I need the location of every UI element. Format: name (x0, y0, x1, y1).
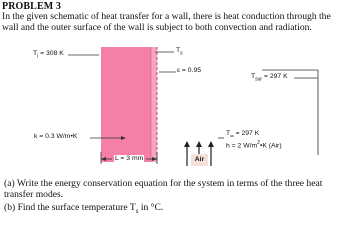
conductivity-label: k = 0.3 W/m•K (34, 133, 78, 140)
heat-transfer-schematic (0, 40, 350, 180)
problem-intro: In the given schematic of heat transfer for a wall, there is heat conduction through the wall and the outer surface of the wall is subject to both convection and radiation. (2, 11, 331, 33)
problem-title: PROBLEM 3 (2, 1, 61, 12)
emissivity-label: ε = 0.95 (177, 67, 202, 74)
question-b: (b) Find the surface temperature $T_s$ in °C. (4, 202, 164, 215)
ambient-temperature-label: $T_\infty = 297$ K (226, 130, 260, 140)
surface-temperature-label: $T_s$ (176, 47, 183, 57)
wall-surface-band (151, 47, 157, 162)
question-a: (a) Write the energy conservation equation for the system in terms of the three heat transfer modes. (4, 178, 323, 200)
air-label: Air (191, 154, 208, 166)
surroundings-temperature-label: $T_{sur} = 297$ K (251, 73, 288, 83)
wall (101, 47, 151, 162)
convection-coefficient-label: h = 2 $W/m^2•K$ (Air) (226, 140, 282, 150)
thickness-label: L = 3 mm (115, 155, 144, 162)
schematic-drawing (0, 40, 350, 180)
inner-temperature-label: $T_i = 308$ K (33, 50, 64, 60)
